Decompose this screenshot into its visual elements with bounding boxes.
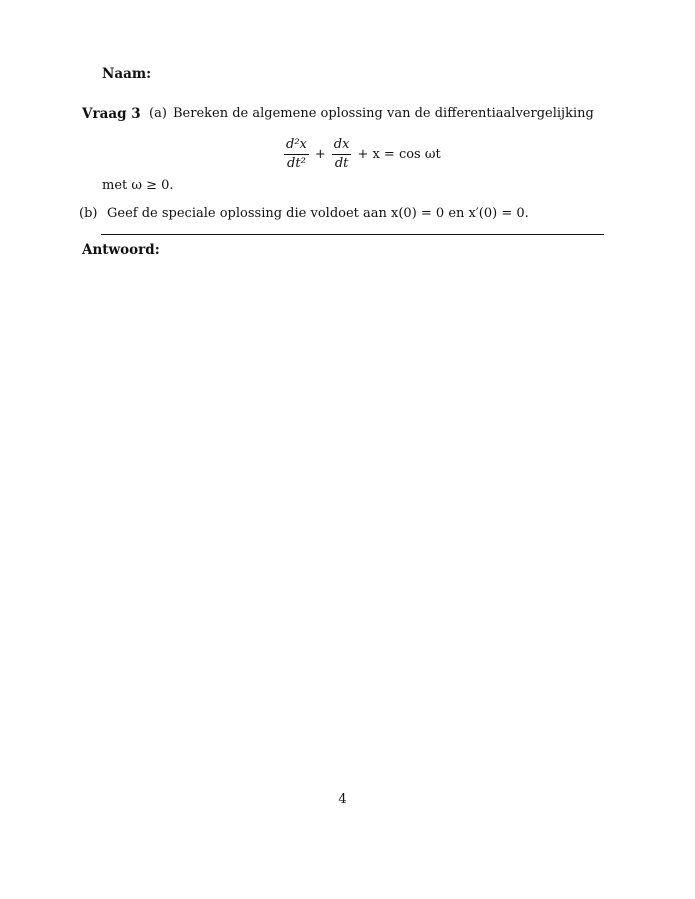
fraction-numerator: d²x [284,138,309,155]
plus-operator: + [314,146,326,162]
differential-equation [281,136,444,172]
question-label: Vraag 3 [82,106,141,122]
fraction-denominator: dt [334,155,349,171]
horizontal-divider [101,234,604,235]
omega-condition: met ω ≥ 0. [102,178,174,193]
part-b-label: (b) [79,206,98,221]
second-derivative-fraction [284,138,309,171]
name-label: Naam: [102,66,152,82]
part-a-label: (a) [149,106,167,121]
page-number: 4 [338,792,347,807]
part-b-text: Geef de speciale oplossing die voldoet aan x(0) = 0 en x′(0) = 0. [107,206,529,221]
answer-label: Antwoord: [82,242,160,258]
fraction-denominator: dt² [287,155,306,171]
equation-remainder: + x = cos ωt [357,146,441,162]
fraction-numerator: dx [332,138,352,155]
first-derivative-fraction [332,138,352,171]
part-a-text: Bereken de algemene oplossing van de differentiaalvergelijking [173,106,594,121]
